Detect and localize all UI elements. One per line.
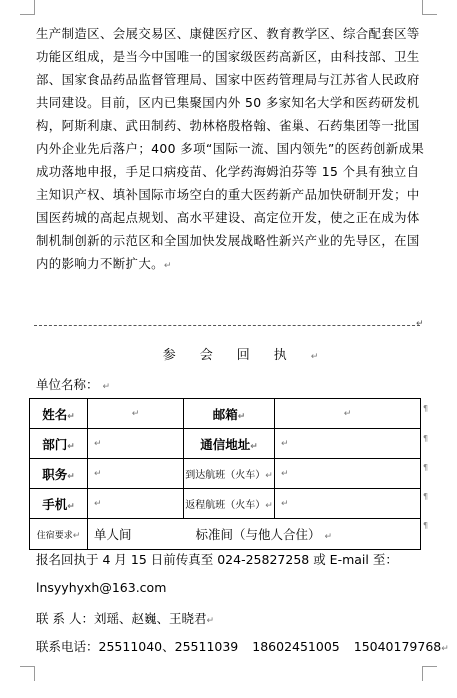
- return-flight-label: 返程航班（火车）↵: [184, 489, 275, 519]
- submission-deadline: 报名回执于 4 月 15 日前传真至 024-25827258 或 E-mail 至：: [36, 552, 398, 567]
- contact-email[interactable]: lnsyyhyxh@163.com: [36, 580, 167, 595]
- body-paragraph: [36, 22, 426, 275]
- shared-room-option[interactable]: 标准间（与他人合住）: [195, 527, 321, 542]
- crop-mark-bottom-left: [20, 666, 35, 681]
- table-row: [30, 429, 421, 459]
- table-row: [30, 459, 421, 489]
- paragraph-mark: ↵: [416, 319, 424, 329]
- paragraph-line: 内外企业先后落户；400 多项“国际一流、国内领先”的医药创新成果: [36, 141, 425, 156]
- name-field[interactable]: ↵: [88, 399, 184, 429]
- paragraph-line: 成功落地申报，手足口病疫苗、化学药海姆泊芬等 15 个具有独立自: [36, 164, 420, 179]
- paragraph-line: 共同建设。目前，区内已集聚国内外 50 多家知名大学和医药研发机: [36, 95, 420, 110]
- paragraph-line-last: 内的影响力不断扩大。↵: [36, 256, 172, 271]
- row-end-mark: ¶: [423, 492, 429, 501]
- arrival-flight-field[interactable]: ↵: [275, 459, 421, 489]
- row-end-mark: ¶: [423, 521, 429, 530]
- crop-mark-bottom-right: [422, 666, 437, 681]
- mobile-label: 手机↵: [30, 489, 88, 519]
- crop-mark-top-left: [20, 0, 35, 15]
- table-row: [30, 489, 421, 519]
- crop-mark-top-right: [422, 0, 437, 15]
- paragraph-line: 构，阿斯利康、武田制药、勃林格殷格翰、雀巢、石药集团等一批国: [36, 118, 420, 133]
- paragraph-line: 制机制创新的示范区和全国加快发展战略性新兴产业的先导区，在国: [36, 233, 420, 248]
- position-field[interactable]: ↵: [88, 459, 184, 489]
- form-title: 参会回执↵: [162, 348, 319, 363]
- paragraph-line: 功能区组成，是当今中国唯一的国家级医药高新区，由科技部、卫生: [36, 49, 420, 64]
- table-row: [30, 519, 421, 550]
- position-label: 职务↵: [30, 459, 88, 489]
- address-label: 通信地址↵: [184, 429, 275, 459]
- row-end-mark: ¶: [423, 404, 429, 413]
- paragraph-line: 部、国家食品药品监督管理局、国家中医药管理局与江苏省人民政府: [36, 72, 420, 87]
- contact-phones: 联系电话：25511040、25511039 18602451005 15040179768↵: [36, 639, 449, 654]
- unit-name-line: 单位名称： ↵: [36, 377, 111, 392]
- single-room-option[interactable]: 单人间: [94, 527, 132, 542]
- paragraph-line: 生产制造区、会展交易区、康健医疗区、教育教学区、综合配套区等: [36, 26, 420, 41]
- email-field[interactable]: ↵: [275, 399, 421, 429]
- department-field[interactable]: ↵: [88, 429, 184, 459]
- email-label: 邮箱↵: [184, 399, 275, 429]
- name-label: 姓名↵: [30, 399, 88, 429]
- contact-persons: 联 系 人：刘瑶、赵巍、王晓君↵: [36, 611, 215, 626]
- row-end-mark: ¶: [423, 434, 429, 443]
- accommodation-label: 住宿要求↵: [30, 519, 88, 550]
- accommodation-options: 单人间 标准间（与他人合住） ↵: [88, 519, 421, 550]
- department-label: 部门↵: [30, 429, 88, 459]
- dashed-separator: [34, 325, 420, 326]
- row-end-mark: ¶: [423, 463, 429, 472]
- address-field[interactable]: ↵: [275, 429, 421, 459]
- paragraph-line: 国医药城的高起点规划、高水平建设、高定位开发，使之正在成为体: [36, 210, 420, 225]
- arrival-flight-label: 到达航班（火车）↵: [184, 459, 275, 489]
- registration-form-table: [29, 398, 421, 550]
- paragraph-line: 主知识产权、填补国际市场空白的重大医药新产品加快研制开发；中: [36, 187, 420, 202]
- return-flight-field[interactable]: ↵: [275, 489, 421, 519]
- mobile-field[interactable]: ↵: [88, 489, 184, 519]
- table-row: [30, 399, 421, 429]
